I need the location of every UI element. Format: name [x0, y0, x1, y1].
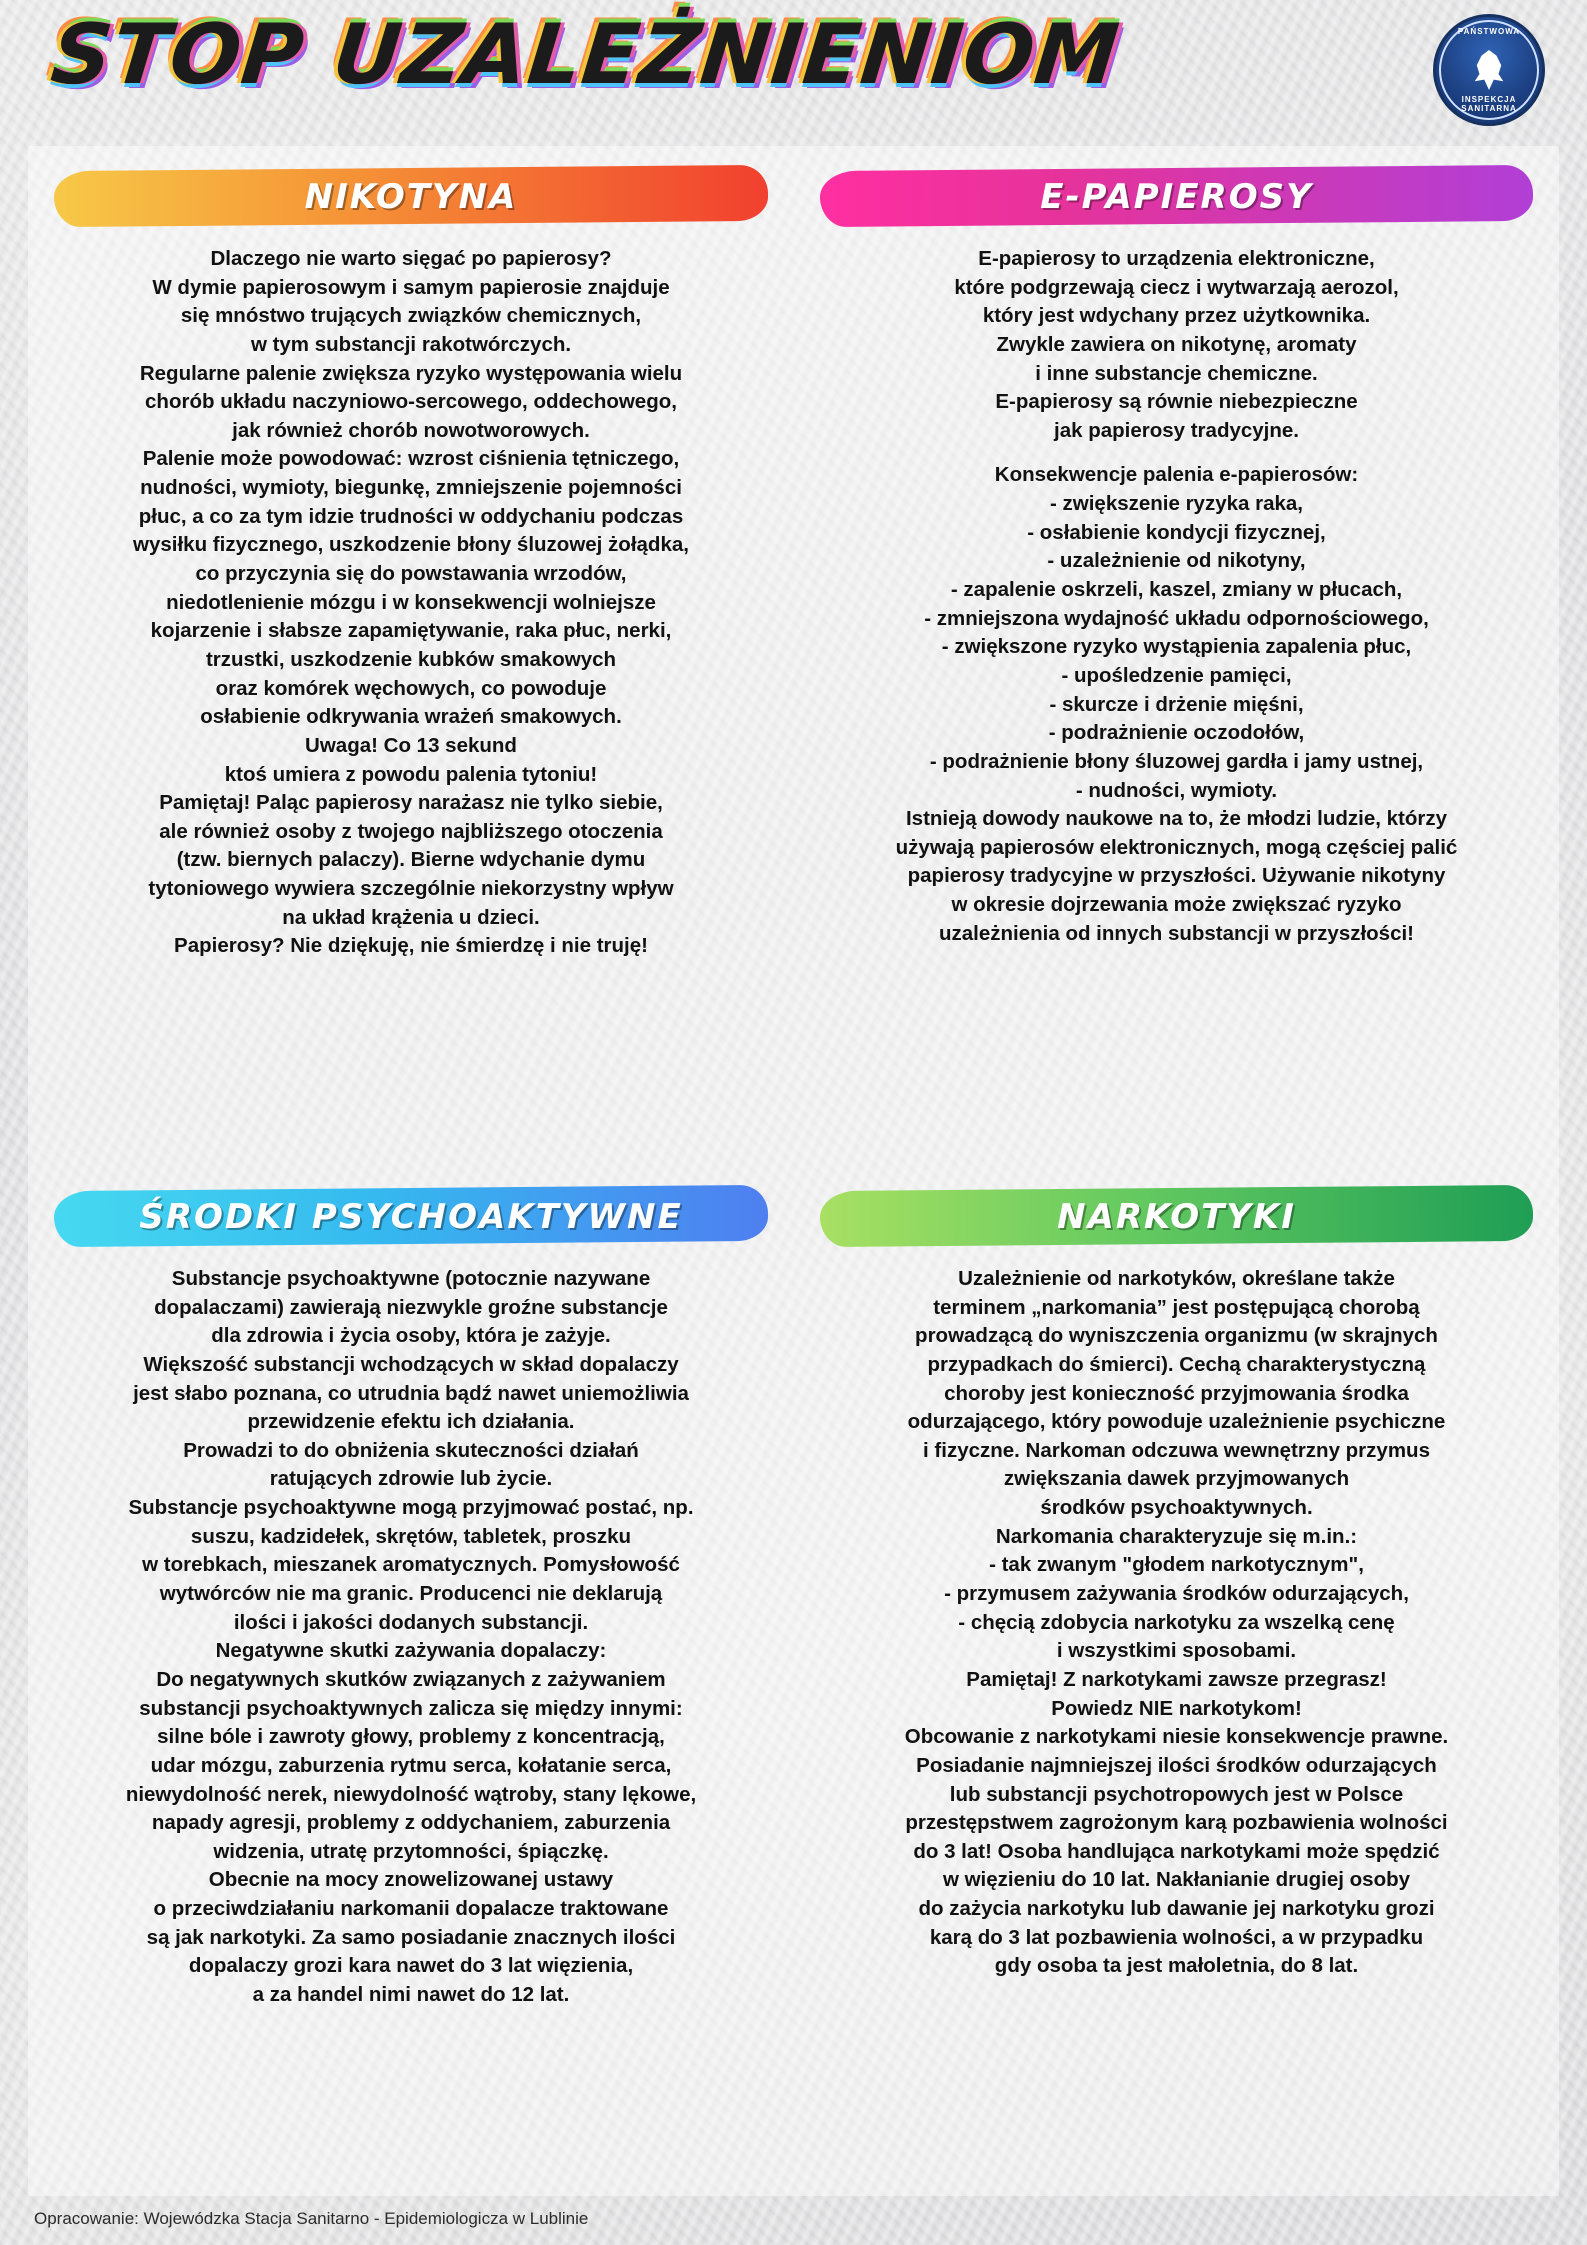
paragraph: E-papierosy to urządzenia elektroniczne,	[978, 247, 1375, 270]
paragraph: który jest wdychany przez użytkownika.	[982, 304, 1371, 328]
paragraph: W dymie papierosowym i samym papierosie znajduje	[152, 275, 670, 299]
paragraph: - osłabienie kondycji fizycznej,	[1027, 520, 1326, 544]
emblem-ring	[1439, 20, 1539, 120]
paragraph: Substancje psychoaktywne mogą przyjmować postać, np.	[128, 1496, 694, 1520]
paragraph: - uzależnienie od nikotyny,	[1047, 549, 1306, 573]
paragraph: przestępstwem zagrożonym karą pozbawienia wolności	[905, 1811, 1448, 1835]
paragraph: substancji psychoaktywnych zalicza się między innymi:	[139, 1696, 683, 1720]
paragraph: do 3 lat! Osoba handlująca narkotykami może spędzić	[913, 1839, 1440, 1863]
paragraph: Papierosy? Nie dziękuję, nie śmierdzę i nie truję!	[174, 934, 648, 958]
panel-srodki-psychoaktywne	[28, 1166, 794, 2196]
paragraph: środków psychoaktywnych.	[1040, 1496, 1313, 1520]
paragraph: (tzw. biernych palaczy). Bierne wdychanie dymu	[176, 848, 646, 872]
paragraph: w okresie dojrzewania może zwiększać ryzyko	[951, 893, 1402, 917]
paragraph: Substancje psychoaktywne (potocznie nazywane	[171, 1267, 651, 1290]
text-narkotyki	[820, 1266, 1533, 1980]
paragraph: - tak zwanym "głodem narkotycznym",	[989, 1553, 1364, 1577]
banner-narkotyki	[820, 1184, 1533, 1250]
text-srodki-psychoaktywne	[54, 1266, 768, 2009]
paragraph: suszu, kadzidełek, skrętów, tabletek, proszku	[190, 1524, 632, 1548]
paragraph: ilości i jakości dodanych substancji.	[233, 1610, 589, 1634]
paragraph: karą do 3 lat pozbawienia wolności, a w przypadku	[929, 1925, 1424, 1949]
page-title: STOP UZALEŻNIENIOM	[46, 6, 1124, 103]
paragraph: oraz komórek węchowych, co powoduje	[215, 676, 607, 700]
paragraph: - zapalenie oskrzeli, kaszel, zmiany w płucach,	[950, 578, 1403, 602]
paragraph: przewidzenie efektu ich działania.	[247, 1410, 575, 1434]
paragraph: Narkomania charakteryzuje się m.in.:	[995, 1524, 1358, 1548]
paragraph: - upośledzenie pamięci,	[1061, 663, 1292, 687]
panels-grid	[28, 146, 1559, 2196]
banner-srodki-psychoaktywne	[54, 1184, 768, 1250]
paragraph: Dlaczego nie warto sięgać po papierosy?	[210, 247, 612, 270]
paragraph: Negatywne skutki zażywania dopalaczy:	[215, 1639, 607, 1663]
paragraph: przypadkach do śmierci). Cechą charakterystyczną	[927, 1352, 1426, 1376]
paragraph: w tym substancji rakotwórczych.	[250, 332, 572, 356]
paragraph: i inne substancje chemiczne.	[1035, 361, 1318, 385]
paragraph: kojarzenie i słabsze zapamiętywanie, raka płuc, nerki,	[150, 619, 672, 643]
paragraph: Powiedz NIE narkotykom!	[1051, 1696, 1302, 1720]
banner-label: E-PAPIEROSY	[1040, 177, 1313, 217]
paragraph: i fizyczne. Narkoman odczuwa wewnętrzny przymus	[923, 1438, 1430, 1462]
paragraph: ale również osoby z twojego najbliższego otoczenia	[159, 819, 663, 843]
text-epapierosy	[820, 246, 1533, 947]
paragraph: uzależnienia od innych substancji w przyszłości!	[938, 921, 1415, 945]
paragraph: - zmniejszona wydajność układu odpornościowego,	[924, 606, 1429, 630]
paragraph: co przyczynia się do powstawania wrzodów,	[195, 562, 627, 586]
paragraph: prowadzącą do wyniszczenia organizmu (w skrajnych	[915, 1324, 1438, 1348]
paragraph: które podgrzewają ciecz i wytwarzają aerozol,	[954, 275, 1399, 299]
paragraph: osłabienie odkrywania wrażeń smakowych.	[200, 705, 622, 729]
paragraph: - zwiększenie ryzyka raka,	[1050, 492, 1303, 516]
paragraph: w więzieniu do 10 lat. Nakłanianie drugiej osoby	[942, 1868, 1411, 1892]
panel-narkotyki	[794, 1166, 1559, 2196]
paragraph: udar mózgu, zaburzenia rytmu serca, kołatanie serca,	[150, 1753, 672, 1777]
eagle-icon	[1472, 50, 1506, 90]
paragraph: jak papierosy tradycyjne.	[1054, 418, 1299, 442]
paragraph: zwiększania dawek przyjmowanych	[1003, 1467, 1350, 1491]
emblem-top-label: PAŃSTWOWA	[1457, 27, 1521, 36]
paragraph: Konsekwencje palenia e-papierosów:	[994, 463, 1359, 487]
paragraph: i wszystkimi sposobami.	[1056, 1639, 1297, 1663]
paragraph: dopalaczy grozi kara nawet do 3 lat więzienia,	[188, 1954, 634, 1978]
paragraph: - skurcze i drżenie mięśni,	[1049, 692, 1304, 716]
paragraph	[820, 446, 1533, 462]
paragraph: niedotlenienie mózgu i w konsekwencji wolniejsze	[166, 590, 656, 614]
paragraph: - nudności, wymioty.	[1075, 778, 1278, 802]
paragraph: są jak narkotyki. Za samo posiadanie znacznych ilości	[146, 1925, 676, 1949]
banner-epapierosy	[820, 164, 1533, 230]
paragraph: gdy osoba ta jest małoletnia, do 8 lat.	[994, 1954, 1359, 1978]
paragraph: chorób układu naczyniowo-sercowego, oddechowego,	[145, 390, 677, 414]
paragraph: płuc, a co za tym idzie trudności w oddychaniu podczas	[138, 504, 684, 528]
paragraph: trzustki, uszkodzenie kubków smakowych	[205, 647, 617, 671]
paragraph: lub substancji psychotropowych jest w Polsce	[949, 1782, 1404, 1806]
paragraph: wysiłku fizycznego, uszkodzenie błony śluzowej żołądka,	[133, 533, 689, 557]
paragraph: w torebkach, mieszanek aromatycznych. Pomysłowość	[142, 1553, 680, 1577]
paragraph: jak również chorób nowotworowych.	[232, 418, 590, 442]
paragraph: Uzależnienie od narkotyków, określane także	[958, 1267, 1395, 1290]
paragraph: silne bóle i zawroty głowy, problemy z koncentracją,	[157, 1725, 665, 1749]
paragraph: Obecnie na mocy znowelizowanej ustawy	[208, 1868, 614, 1892]
paragraph: Do negatywnych skutków związanych z zażywaniem	[156, 1667, 666, 1691]
sanitary-inspection-emblem	[1433, 14, 1545, 126]
paragraph: a za handel nimi nawet do 12 lat.	[252, 1983, 570, 2007]
paragraph: ktoś umiera z powodu palenia tytoniu!	[224, 762, 598, 786]
paragraph: choroby jest konieczność przyjmowania środka	[944, 1381, 1409, 1405]
panel-epapierosy	[794, 146, 1559, 1166]
paragraph: papierosy tradycyjne w przyszłości. Używanie nikotyny	[907, 864, 1446, 888]
poster-header	[0, 0, 1587, 140]
paragraph: Posiadanie najmniejszej ilości środków odurzających	[916, 1753, 1437, 1777]
paragraph: ratujących zdrowie lub życie.	[269, 1467, 553, 1491]
paragraph: - podrażnienie błony śluzowej gardła i jamy ustnej,	[929, 749, 1424, 773]
paragraph: napady agresji, problemy z oddychaniem, zaburzenia	[151, 1811, 671, 1835]
paragraph: - podrażnienie oczodołów,	[1048, 721, 1305, 745]
paragraph: terminem „narkomania” jest postępującą chorobą	[933, 1295, 1420, 1319]
paragraph: - chęcią zdobycia narkotyku za wszelką cenę	[958, 1610, 1395, 1634]
paragraph: Palenie może powodować: wzrost ciśnienia tętniczego,	[142, 447, 680, 471]
paragraph: - przymusem zażywania środków odurzających,	[944, 1582, 1409, 1606]
paragraph: dla zdrowia i życia osoby, która je zażyje.	[211, 1324, 611, 1348]
paragraph: wytwórców nie ma granic. Producenci nie deklarują	[159, 1582, 663, 1606]
paragraph: Istnieją dowody naukowe na to, że młodzi ludzie, którzy	[905, 807, 1448, 831]
footer-credit: Opracowanie: Wojewódzka Stacja Sanitarno - Epidemiologicza w Lublinie	[34, 2209, 589, 2228]
paragraph: Regularne palenie zwiększa ryzyko występowania wielu	[139, 361, 683, 385]
text-nikotyna	[54, 246, 768, 960]
paragraph: Prowadzi to do obniżenia skuteczności działań	[183, 1438, 639, 1462]
banner-label: NARKOTYKI	[1057, 1197, 1296, 1237]
paragraph: - zwiększone ryzyko wystąpienia zapalenia płuc,	[941, 635, 1412, 659]
paragraph: Większość substancji wchodzących w skład dopalaczy	[143, 1352, 679, 1376]
paragraph: Pamiętaj! Paląc papierosy narażasz nie tylko siebie,	[159, 791, 663, 815]
paragraph: niewydolność nerek, niewydolność wątroby, stany lękowe,	[125, 1782, 697, 1806]
paragraph: o przeciwdziałaniu narkomanii dopalacze traktowane	[153, 1897, 669, 1921]
panel-nikotyna	[28, 146, 794, 1166]
paragraph: Pamiętaj! Z narkotykami zawsze przegrasz!	[966, 1667, 1387, 1691]
banner-label: ŚRODKI PSYCHOAKTYWNE	[139, 1197, 683, 1237]
emblem-bottom-label: INSPEKCJA SANITARNA	[1461, 95, 1517, 113]
paragraph: na układ krążenia u dzieci.	[282, 905, 540, 929]
paragraph: Uwaga! Co 13 sekund	[305, 733, 517, 757]
paragraph: Zwykle zawiera on nikotynę, aromaty	[996, 332, 1357, 356]
paragraph: E-papierosy są równie niebezpieczne	[995, 390, 1358, 414]
paragraph: odurzającego, który powoduje uzależnienie psychiczne	[907, 1410, 1446, 1434]
paragraph: dopalaczami) zawierają niezwykle groźne substancje	[154, 1295, 668, 1319]
paragraph: widzenia, utratę przytomności, śpiączkę.	[213, 1839, 609, 1863]
paragraph: nudności, wymioty, biegunkę, zmniejszenie pojemności	[140, 476, 682, 500]
paragraph: używają papierosów elektronicznych, mogą częściej palić	[895, 835, 1458, 859]
paragraph: tytoniowego wywiera szczególnie niekorzystny wpływ	[148, 877, 674, 901]
paragraph: się mnóstwo trujących związków chemicznych,	[180, 304, 642, 328]
paragraph: jest słabo poznana, co utrudnia bądź nawet uniemożliwia	[133, 1381, 689, 1405]
banner-label: NIKOTYNA	[304, 177, 518, 217]
paragraph: Obcowanie z narkotykami niesie konsekwencje prawne.	[904, 1725, 1449, 1749]
banner-nikotyna	[54, 164, 768, 230]
paragraph: do zażycia narkotyku lub dawanie jej narkotyku grozi	[918, 1897, 1435, 1921]
